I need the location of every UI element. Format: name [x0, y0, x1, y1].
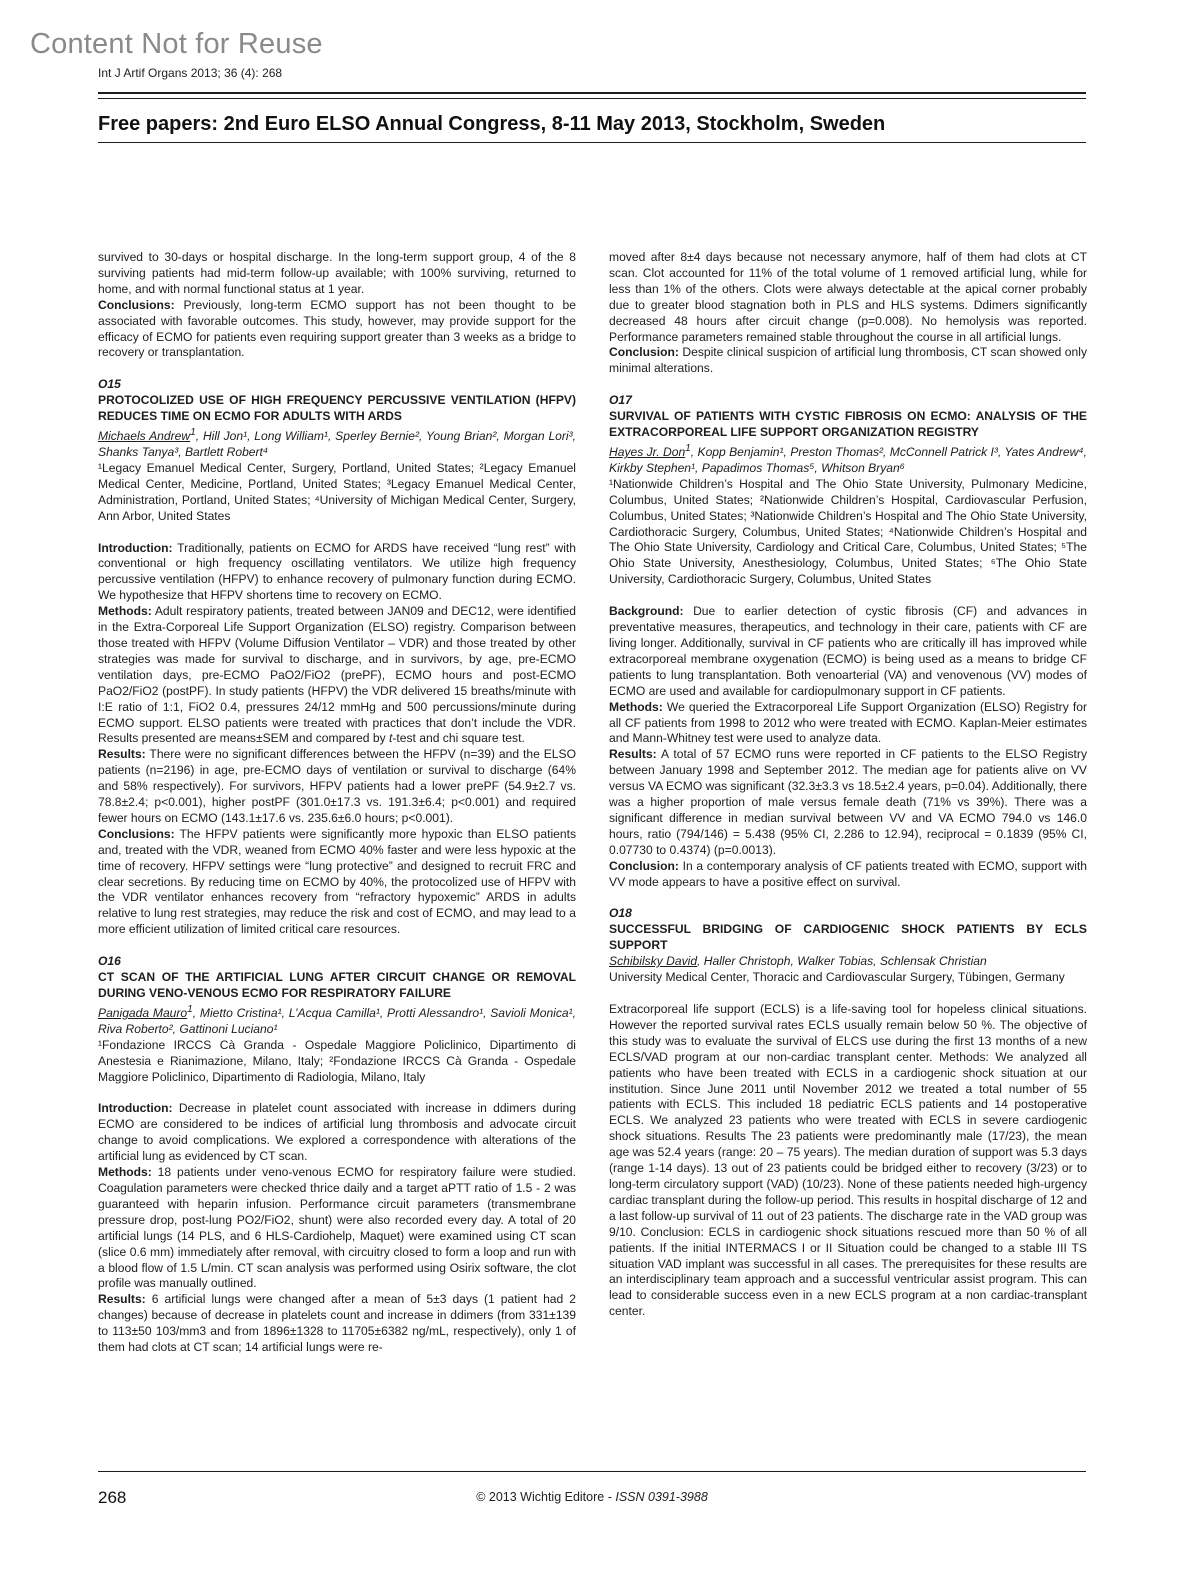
abstract-body: Background: Due to earlier detection of cystic fibrosis (CF) and advances in preventative measures, therapeutics, and technology in their care, patients with CF are living longer. Additionally, survival in CF patients who are critically ill has improved while extracorporeal membrane oxygenation (ECMO) is being used as a means to bridge CF patients to lung transplantation. Both venoarterial (VA) and venovenous (VV) modes of ECMO are used and available for cardiopulmonary support in CF patients. Methods: We queried the Extracorporeal Life Support Organization (ELSO) Registry for all CF patients from 1998 to 2012 who were treated with ECMO. Kaplan-Meier estimates and Mann-Whitney test were used to analyze data. Results: A total of 57 ECMO runs were reported in CF patients to the ELSO Registry between January 1998 and September 2012. The median age for patients alive on VV versus VA ECMO was significant (32.3±3.3 vs 18.5±2.4 years, p=0.04). Additionally, there was a higher proportion of male versus female death (71% vs 39%). There was a significant difference in median survival between VV and VA ECMO 794.0 vs 146.0 hours, ratio (794/146) = 5.438 (95% CI, 2.286 to 12.94), reciprocal = 0.1839 (95% CI, 0.07730 to 0.4374) (p=0.0013). Conclusion: In a contemporary analysis of CF patients treated with ECMO, support with VV mode appears to have a positive effect on survival. — [609, 604, 1087, 889]
watermark-text: Content Not for Reuse — [30, 28, 323, 60]
section-label: Background: — [609, 604, 684, 619]
footer-rule — [98, 1471, 1086, 1472]
section-label: Methods: — [98, 1165, 152, 1180]
journal-citation: Int J Artif Organs 2013; 36 (4): 268 — [98, 66, 283, 80]
abstract-affiliations: ¹Fondazione IRCCS Cà Granda - Ospedale Maggiore Policlinico, Dipartimento di Anestesia e Rianimazione, Milano, Italy; ²Fondazione IRCCS Cà Granda - Ospedale Maggiore Policlinico, Dipartimento di Radiologia, Milano, Italy — [98, 1037, 576, 1084]
presenting-author: Schibilsky David — [609, 954, 698, 969]
abstract-o16 — [98, 954, 576, 1356]
section-label: Conclusion: — [609, 345, 679, 360]
abstract-title: SURVIVAL OF PATIENTS WITH CYSTIC FIBROSIS ON ECMO: ANALYSIS OF THE EXTRACORPOREAL LIFE SUPPORT ORGANIZATION REGISTRY — [609, 409, 1087, 440]
footer-copyright: © 2013 Wichtig Editore - ISSN 0391-3988 — [476, 1490, 708, 1504]
section-label: Results: — [98, 747, 146, 762]
left-column — [98, 250, 576, 1356]
abstract-o15 — [98, 377, 576, 938]
abstract-id: O15 — [98, 377, 121, 392]
section-label: Introduction: — [98, 540, 173, 555]
abstract-authors: Panigada Mauro$^1$, Mietto Cristina¹, L’Acqua Camilla¹, Protti Alessandro¹, Savioli Monica¹, Riva Roberto², Gattinoni Luciano¹ — [98, 1003, 577, 1036]
section-label: Methods: — [609, 699, 663, 714]
presenting-author: Panigada Mauro — [98, 1005, 188, 1020]
abstract-o16-continued: moved after 8±4 days because not necessary anymore, half of them had clots at CT scan. Clot accounted for 11% of the total volume of 1 removed artificial lung, while for less than 1% of the others. Clots were always detectable at the apical corner probably due to greater blood stagnation both in PLS and HLS systems. Ddimers significantly decreased 48 hours after circuit change (p=0.008). No hemolysis was reported. Performance parameters remained stable throughout the course in all artificial lungs. Conclusion: Despite clinical suspicion of artificial lung thrombosis, CT scan showed only minimal alterations. — [609, 250, 1087, 376]
abstract-body: Extracorporeal life support (ECLS) is a life-saving tool for hopeless clinical situations. However the reported survival rates ECLS usually remain below 50 %. The objective of this study was to evaluate the survival of ELCS use during the first 13 months of a new ECLS/VAD program at our non-cardiac transplant center. Methods: We analyzed all patients who have been treated with ECLS in a cardiogenic shock situation at our institution. Since June 2011 until November 2012 we treated a total number of 55 patients with ECLS. This included 18 pediatric ECLS patients and 14 postoperative ECLS. We analyzed 23 patients who were treated with ECLS in severe cardiogenic shock situations. Results The 23 patients were predominantly male (17/23), the mean age was 52.4 years (range: 20 – 75 years). The median duration of support was 5.3 days (range 1-14 days). 13 out of 23 patients could be bridged either to recovery (3/23) or to long-term circulatory support (VAD) (10/23). None of these patients needed high-urgency cardiac transplant during the follow-up period. This results in hospital discharge of 12 and a last follow-up survival of 11 out of 23 patients. The discharge rate in the VAD group was 9/10. Conclusion: ECLS in cardiogenic shock situations rescued more than 50 % of all patients. If the initial INTERMACS I or II Situation could be changed to a stable III TS situation VAD implant was successful in all cases. The prerequisites for these results are an interdisciplinary team approach and a successful ventricular assist program. This can lead to considerable success even in a new ECLS program at a non cardiac-transplant center. — [609, 1002, 1087, 1319]
section-header-title: Free papers: 2nd Euro ELSO Annual Congress, 8-11 May 2013, Stockholm, Sweden — [98, 113, 886, 135]
abstract-id: O16 — [98, 954, 121, 969]
abstract-authors: Schibilsky David, Haller Christoph, Walker Tobias, Schlensak Christian — [609, 954, 987, 969]
header-rule-thin — [98, 98, 1086, 99]
right-column — [609, 250, 1087, 1320]
abstract-authors: Michaels Andrew$^1$, Hill Jon¹, Long William¹, Sperley Bernie², Young Brian², Morgan Lori³, Shanks Tanya³, Bartlett Robert⁴ — [98, 427, 576, 459]
abstract-id: O17 — [609, 393, 632, 408]
abstract-id: O18 — [609, 906, 632, 921]
section-label: Conclusions: — [98, 297, 175, 312]
section-label: Results: — [609, 747, 657, 762]
abstract-affiliations: ¹Nationwide Children’s Hospital and The Ohio State University, Pulmonary Medicine, Columbus, United States; ²Nationwide Children’s Hospital, Cardiovascular Perfusion, Columbus, United States; ³Nationwide Children’s Hospital and The Ohio State University, Cardiothoracic Surgery, Columbus, United States; ⁴Nationwide Children’s Hospital and The Ohio State University, Cardiology and Critical Care, Columbus, United States; ⁵The Ohio State University, Anesthesiology, Columbus, United States; ⁶The Ohio State University, Cardiothoracic Surgery, Columbus, United States — [609, 476, 1087, 587]
section-label: Conclusions: — [98, 826, 175, 841]
abstract-o17 — [609, 393, 1087, 890]
abstract-affiliations: University Medical Center, Thoracic and Cardiovascular Surgery, Tübingen, Germany — [609, 970, 1065, 985]
abstract-o18 — [609, 906, 1087, 1320]
abstract-body: Introduction: Traditionally, patients on ECMO for ARDS have received “lung rest” with conventional or high frequency oscillating ventilators. We utilize high frequency percussive ventilation (HFPV) to enhance recovery of pulmonary function during ECMO. We hypothesize that HFPV shortens time to recovery on ECMO. Methods: Adult respiratory patients, treated between JAN09 and DEC12, were identified in the Extra-Corporeal Life Support Organization (ELSO) registry. Comparison between those treated with HFPV (Volume Diffusion Ventilator – VDR) and those treated by other strategies was made for survival to discharge, and in survivors, by age, pre-ECMO ventilation days, pre-ECMO PaO2/FiO2 (prePF), ECMO hours and post-ECMO PaO2/FiO2 (postPF). In study patients (HFPV) the VDR delivered 15 breaths/minute with I:E ratio of 1:1, FiO2 0.4, pressures 24/12 mmHg and 500 percussions/minute during ECMO support. ELSO patients were treated with practices that don’t include the VDR. Results presented are means±SEM and compared by t-test and chi square test. Results: There were no significant differences between the HFPV (n=39) and the ELSO patients (n=2196) in age, pre-ECMO days of ventilation or survival to discharge (64% and 58% respectively). For survivors, HFPV patients had a lower prePF (54.9±2.7 vs. 78.8±2.4; p<0.001), higher postPF (301.0±17.3 vs. 191.3±6.4; p<0.001) and required fewer hours on ECMO (143.1±17.6 vs. 235.6±6.0 hours; p<0.001). Conclusions: The HFPV patients were significantly more hypoxic than ELSO patients and, treated with the VDR, weaned from ECMO 40% faster and were less hypoxic at the time of recovery. HFPV settings were “lung protective” and designed to recruit FRC and clear secretions. By reducing time on ECMO by 40%, the protocolized use of HFPV with the VDR ventilator enhances recovery from “refractory hypoxemic” ARDS in adults relative to lung rest strategies, may reduce the risk and cost of ECMO, and may lead to a more efficient utilization of limited critical care resources. — [98, 540, 576, 937]
section-label: Conclusion: — [609, 858, 679, 873]
presenting-author: Michaels Andrew — [98, 429, 191, 444]
header-rule-thick — [98, 92, 1086, 94]
section-label: Introduction: — [98, 1101, 173, 1116]
abstract-title: CT SCAN OF THE ARTIFICIAL LUNG AFTER CIRCUIT CHANGE OR REMOVAL DURING VENO-VENOUS ECMO FOR RESPIRATORY FAILURE — [98, 970, 576, 1000]
continuation-paragraph: survived to 30-days or hospital discharge. In the long-term support group, 4 of the 8 surviving patients had mid-term follow-up available; with 100% surviving, returned to home, and with normal functional status at 1 year. Conclusions: Previously, long-term ECMO support has not been thought to be associated with favorable outcomes. This study, however, may provide support for the efficacy of ECMO for patients even requiring support greater than 3 weeks as a bridge to recovery or transplantation. — [98, 250, 576, 360]
section-label: Methods: — [98, 604, 152, 619]
abstract-authors: Hayes Jr. Don$^1$, Kopp Benjamin¹, Preston Thomas², McConnell Patrick I³, Yates Andrew⁴, Kirkby Stephen¹, Papadimos Thomas⁵, Whitson Bryan⁶ — [609, 442, 1087, 475]
section-label: Results: — [98, 1292, 146, 1307]
abstract-body: Introduction: Decrease in platelet count associated with increase in ddimers during ECMO are considered to be indices of artificial lung thrombosis and advocate circuit change to avoid complications. We explored a correspondence with alterations of the artificial lung as evidenced by CT scan. Methods: 18 patients under veno-venous ECMO for respiratory failure were studied. Coagulation parameters were checked thrice daily and a target aPTT ratio of 1.5 - 2 was guaranteed with heparin infusion. Performance circuit parameters (transmembrane pressure drop, post-lung PO2/FiO2, shunt) were also recorded every day. A total of 20 artificial lungs (14 PLS, and 6 HLS-Cardiohelp, Maquet) were examined using CT scan (slice 0.6 mm) immediately after removal, with circuitry closed to form a loop and run with a blood flow of 1.5 L/min. CT scan analysis was performed using Osirix software, the clot profile was manually outlined. Results: 6 artificial lungs were changed after a mean of 5±3 days (1 patient had 2 changes) because of decrease in platelets count and increase in ddimers (from 331±139 to 113±50 103/mm3 and from 1896±1328 to 11705±6382 ng/mL, respectively), only 1 of them had clots at CT scan; 14 artificial lungs were re- — [98, 1101, 576, 1355]
page-number: 268 — [98, 1488, 127, 1507]
header-rule-under-title — [98, 142, 1086, 143]
presenting-author: Hayes Jr. Don — [609, 445, 686, 459]
abstract-affiliations: ¹Legacy Emanuel Medical Center, Surgery, Portland, United States; ²Legacy Emanuel Medical Center, Medicine, Portland, United States; ³Legacy Emanuel Medical Center, Administration, Portland, United States; ⁴University of Michigan Medical Center, Surgery, Ann Arbor, United States — [98, 460, 576, 523]
abstract-title: SUCCESSFUL BRIDGING OF CARDIOGENIC SHOCK PATIENTS BY ECLS SUPPORT — [609, 922, 1087, 953]
abstract-title: PROTOCOLIZED USE OF HIGH FREQUENCY PERCUSSIVE VENTILATION (HFPV) REDUCES TIME ON ECMO FOR ADULTS WITH ARDS — [98, 393, 576, 424]
footer-issn: ISSN 0391-3988 — [615, 1490, 708, 1504]
